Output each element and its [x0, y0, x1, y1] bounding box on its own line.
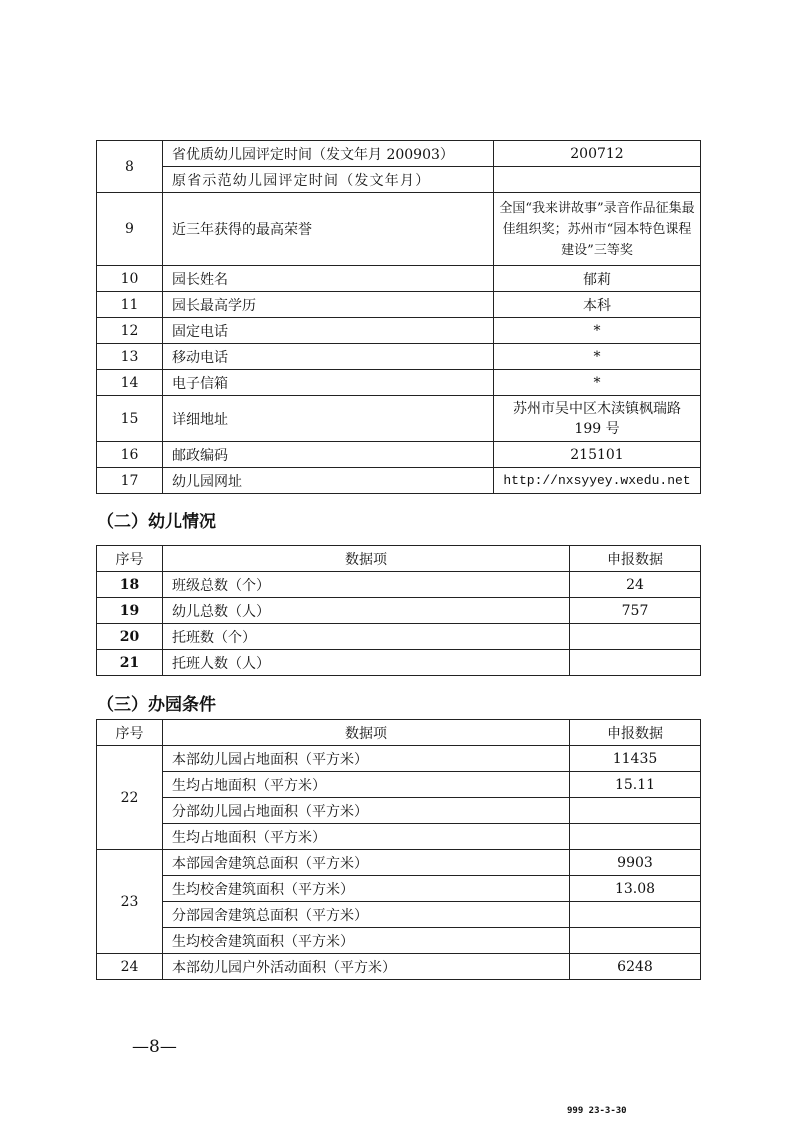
data-value: * — [494, 318, 701, 344]
row-number: 15 — [97, 396, 163, 442]
table-row — [97, 370, 701, 396]
row-number: 8 — [97, 141, 163, 193]
row-number: 23 — [97, 850, 163, 954]
table-row — [97, 598, 701, 624]
page-number: —8— — [132, 1037, 177, 1057]
row-number: 14 — [97, 370, 163, 396]
data-value: 13.08 — [570, 876, 701, 902]
table-header-row — [97, 546, 701, 572]
table-row — [97, 344, 701, 370]
header-value: 申报数据 — [570, 546, 701, 572]
data-value: 200712 — [494, 141, 701, 167]
header-number: 序号 — [97, 720, 163, 746]
data-item: 移动电话 — [163, 344, 494, 370]
table-row — [97, 318, 701, 344]
data-item: 班级总数（个） — [163, 572, 570, 598]
row-number: 20 — [97, 624, 163, 650]
table-row — [97, 396, 701, 442]
data-item: 近三年获得的最高荣誉 — [163, 193, 494, 266]
data-value — [570, 902, 701, 928]
data-item: 固定电话 — [163, 318, 494, 344]
data-item: 本部园舍建筑总面积（平方米） — [163, 850, 570, 876]
row-number: 12 — [97, 318, 163, 344]
data-item: 原省示范幼儿园评定时间（发文年月） — [163, 167, 494, 193]
row-number: 19 — [97, 598, 163, 624]
data-value: 757 — [570, 598, 701, 624]
data-item: 生均校舍建筑面积（平方米） — [163, 876, 570, 902]
data-value — [570, 928, 701, 954]
table-row — [97, 193, 701, 266]
table-header-row — [97, 720, 701, 746]
basic-info-table — [96, 140, 701, 494]
row-number: 18 — [97, 572, 163, 598]
data-item: 分部幼儿园占地面积（平方米） — [163, 798, 570, 824]
table-row — [97, 746, 701, 772]
table-row — [97, 902, 701, 928]
row-number: 9 — [97, 193, 163, 266]
data-item: 邮政编码 — [163, 442, 494, 468]
data-value: 11435 — [570, 746, 701, 772]
data-value — [570, 824, 701, 850]
table-row — [97, 141, 701, 167]
data-value: http://nxsyyey.wxedu.net — [494, 468, 701, 494]
table-row — [97, 624, 701, 650]
data-item: 生均占地面积（平方米） — [163, 772, 570, 798]
data-value: 6248 — [570, 954, 701, 980]
row-number: 10 — [97, 266, 163, 292]
data-value: 郁莉 — [494, 266, 701, 292]
data-value: 本科 — [494, 292, 701, 318]
data-item: 详细地址 — [163, 396, 494, 442]
data-item: 省优质幼儿园评定时间（发文年月 200903） — [163, 141, 494, 167]
data-value: * — [494, 370, 701, 396]
table-row — [97, 954, 701, 980]
table-row — [97, 772, 701, 798]
data-item: 幼儿总数（人） — [163, 598, 570, 624]
table-row — [97, 928, 701, 954]
children-table — [96, 545, 701, 676]
data-value: 24 — [570, 572, 701, 598]
data-value: 苏州市吴中区木渎镇枫瑞路 199 号 — [494, 396, 701, 442]
data-item: 本部幼儿园户外活动面积（平方米） — [163, 954, 570, 980]
table-row — [97, 876, 701, 902]
row-number: 17 — [97, 468, 163, 494]
header-value: 申报数据 — [570, 720, 701, 746]
table-row — [97, 572, 701, 598]
row-number: 21 — [97, 650, 163, 676]
data-item: 园长最高学历 — [163, 292, 494, 318]
header-number: 序号 — [97, 546, 163, 572]
row-number: 11 — [97, 292, 163, 318]
table-row — [97, 292, 701, 318]
data-value: 全国“我来讲故事”录音作品征集最佳组织奖；苏州市“园本特色课程建设”三等奖 — [494, 193, 701, 266]
conditions-table — [96, 719, 701, 980]
data-value: 9903 — [570, 850, 701, 876]
row-number: 13 — [97, 344, 163, 370]
table-row — [97, 850, 701, 876]
row-number: 16 — [97, 442, 163, 468]
header-item: 数据项 — [163, 546, 570, 572]
table-row — [97, 650, 701, 676]
header-item: 数据项 — [163, 720, 570, 746]
data-item: 幼儿园网址 — [163, 468, 494, 494]
table-row — [97, 824, 701, 850]
table-row — [97, 167, 701, 193]
data-value — [570, 624, 701, 650]
data-item: 本部幼儿园占地面积（平方米） — [163, 746, 570, 772]
section-title-children: （二）幼儿情况 — [97, 512, 216, 532]
data-item: 园长姓名 — [163, 266, 494, 292]
data-value — [570, 650, 701, 676]
row-number: 22 — [97, 746, 163, 850]
data-item: 电子信箱 — [163, 370, 494, 396]
data-item: 分部园舍建筑总面积（平方米） — [163, 902, 570, 928]
data-value — [570, 798, 701, 824]
data-item: 托班人数（人） — [163, 650, 570, 676]
data-item: 生均校舍建筑面积（平方米） — [163, 928, 570, 954]
data-item: 托班数（个） — [163, 624, 570, 650]
data-value: * — [494, 344, 701, 370]
table-row — [97, 266, 701, 292]
table-row — [97, 468, 701, 494]
section-title-conditions: （三）办园条件 — [97, 695, 216, 715]
data-value — [494, 167, 701, 193]
table-row — [97, 798, 701, 824]
data-item: 生均占地面积（平方米） — [163, 824, 570, 850]
table-row — [97, 442, 701, 468]
data-value: 215101 — [494, 442, 701, 468]
print-stamp: 999 23-3-30 — [567, 1106, 627, 1116]
data-value: 15.11 — [570, 772, 701, 798]
row-number: 24 — [97, 954, 163, 980]
